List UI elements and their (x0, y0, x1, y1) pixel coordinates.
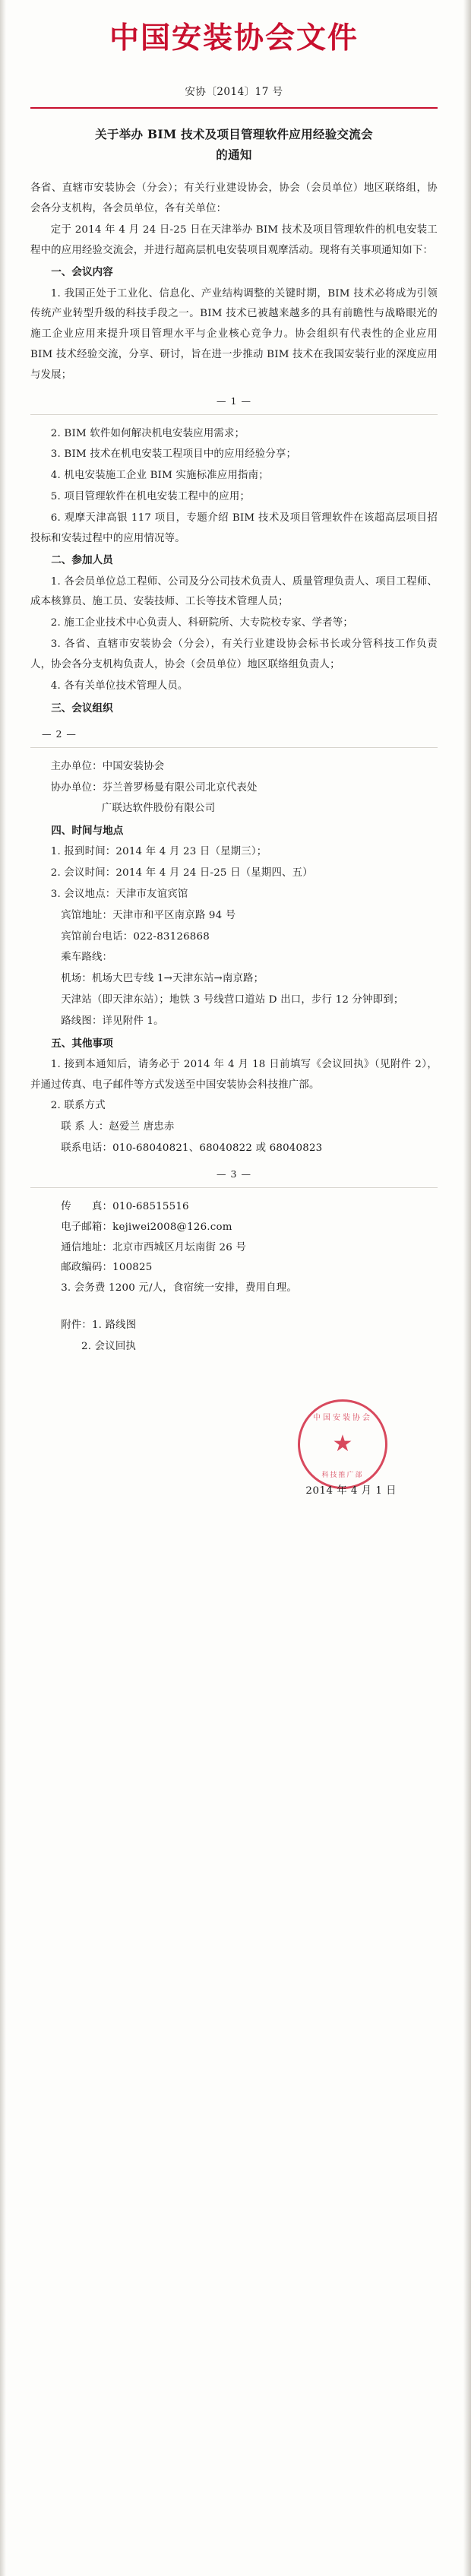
subject-line-1: 关于举办 BIM 技术及项目管理软件应用经验交流会 (95, 126, 373, 141)
section-4-item-3: 3. 会议地点：天津市友谊宾馆 (50, 888, 188, 900)
document-number: 安协〔2014〕17 号 (185, 85, 283, 98)
signature-date: 2014 年 4 月 1 日 (305, 1484, 397, 1497)
page-marker-2: — 2 — (42, 727, 77, 740)
contact-block (30, 1197, 438, 1299)
section-1-item-2: 2. BIM 软件如何解决机电安装应用需求； (50, 427, 245, 439)
section-3-item-3: 广联达软件股份有限公司 (101, 803, 216, 815)
page-divider-3 (30, 1187, 438, 1188)
attachments-item-2: 2. 会议回执 (81, 1340, 136, 1352)
section-5-fee: 3. 会务费 1200 元/人，食宿统一安排，费用自理。 (61, 1282, 297, 1294)
section-5-item-2: 2. 联系方式 (50, 1100, 106, 1112)
section-heading-5: 五、其他事项 (51, 1037, 113, 1050)
section-5-address: 通信地址：北京市西城区月坛南街 26 号 (61, 1241, 246, 1253)
signature-area (30, 1393, 438, 1507)
seal-star-icon: ★ (332, 1430, 353, 1457)
section-2-item-4: 4. 各有关单位技术管理人员。 (50, 680, 188, 692)
section-2-item-1: 1. 各会员单位总工程师、公司及分公司技术负责人、质量管理负责人、项目工程师、成本核算员、施工员、安装技师、工长等技术管理人员； (30, 575, 438, 608)
section-4-item-1: 1. 报到时间：2014 年 4 月 23 日（星期三）； (50, 846, 267, 858)
attachments-label: 附件：1. 路线图 (61, 1319, 137, 1331)
seal-text-top: 中国安装协会 (313, 1413, 372, 1422)
page-marker-3: — 3 — (217, 1168, 251, 1180)
document-title: 中国安装协会文件 (109, 21, 359, 55)
section-1-item-6: 6. 观摩天津高银 117 项目，专题介绍 BIM 技术及项目管理软件在该超高层项目招投标和安装过程中的应用情况等。 (30, 512, 438, 544)
section-5-contact-person: 联 系 人：赵爱兰 唐忠赤 (61, 1121, 175, 1133)
section-1-item-3: 3. BIM 技术在机电安装工程项目中的应用经验分享； (50, 448, 297, 461)
official-seal-icon (298, 1399, 387, 1489)
section-4-item-6: 乘车路线： (61, 952, 113, 964)
section-4-item-4: 宾馆地址：天津市和平区南京路 94 号 (61, 909, 236, 921)
page-divider-2 (30, 747, 438, 748)
section-3-item-2: 协办单位：芬兰普罗杨曼有限公司北京代表处 (50, 781, 258, 794)
page-marker-1: — 1 — (217, 394, 251, 407)
section-5-postcode: 邮政编码：100825 (61, 1262, 153, 1274)
section-5-email: 电子邮箱：kejiwei2008@126.com (61, 1221, 232, 1233)
section-4-item-7: 机场：机场大巴专线 1→天津东站→南京路； (61, 973, 264, 985)
section-4-item-5: 宾馆前台电话：022-83126868 (61, 930, 210, 943)
section-heading-3: 三、会议组织 (51, 702, 113, 714)
section-4-item-8: 天津站（即天津东站）；地铁 3 号线营口道站 D 出口，步行 12 分钟即到； (61, 994, 404, 1006)
page-divider-1 (30, 414, 438, 415)
red-separator-rule (30, 107, 438, 109)
section-2-item-3: 3. 各省、直辖市安装协会（分会），有关行业建设协会标书长或分管科技工作负责人，协会各分支机构负责人，协会（会员单位）地区联络组负责人； (30, 638, 438, 670)
section-2-item-2: 2. 施工企业技术中心负责人、科研院所、大专院校专家、学者等； (50, 617, 353, 629)
section-heading-4: 四、时间与地点 (51, 825, 124, 838)
subject-line-2: 的通知 (216, 147, 252, 162)
section-4-item-9: 路线图：详见附件 1。 (61, 1015, 164, 1027)
section-heading-2: 二、参加人员 (51, 554, 113, 567)
opening-paragraph: 定于 2014 年 4 月 24 日-25 日在天津举办 BIM 技术及项目管理软件的机电安装工程中的应用经验交流会，并进行超高层机电安装项目观摩活动。现将有关事项通知如下： (30, 223, 438, 256)
section-1-item-1: 1. 我国正处于工业化、信息化、产业结构调整的关键时期，BIM 技术必将成为引领传统产业转型升级的科技手段之一。BIM 技术已被越来越多的具有前瞻性与战略眼光的施工企业应用来提升项目管理水平与企业核心竞争力。协会组织有代表性的企业应用 BIM 技术经验交流，分享、研讨，旨在进一步推动 BIM 技术在我国安装行业的深度应用与发展； (30, 287, 438, 381)
section-4-item-2: 2. 会议时间：2014 年 4 月 24 日-25 日（星期四、五） (50, 867, 313, 879)
section-3-item-1: 主办单位：中国安装协会 (50, 760, 165, 772)
salutation: 各省、直辖市安装协会（分会）；有关行业建设协会，协会（会员单位）地区联络组，协会各分支机构，各会员单位，各有关单位： (30, 182, 438, 214)
section-5-fax: 传 真：010-68515516 (61, 1200, 189, 1212)
section-5-item-1: 1. 接到本通知后，请务必于 2014 年 4 月 18 日前填写《会议回执》（见附件 2），并通过传真、电子邮件等方式发送至中国安装协会科技推广部。 (30, 1058, 438, 1091)
section-1-item-4: 4. 机电安装施工企业 BIM 实施标准应用指南； (50, 470, 269, 482)
document-subject (30, 124, 438, 165)
section-5-contact-phone: 联系电话：010-68040821、68040822 或 68040823 (61, 1142, 323, 1155)
seal-text-bottom: 科技推广部 (321, 1471, 364, 1479)
section-heading-1: 一、会议内容 (51, 266, 113, 279)
section-1-item-5: 5. 项目管理软件在机电安装工程中的应用； (50, 491, 251, 503)
